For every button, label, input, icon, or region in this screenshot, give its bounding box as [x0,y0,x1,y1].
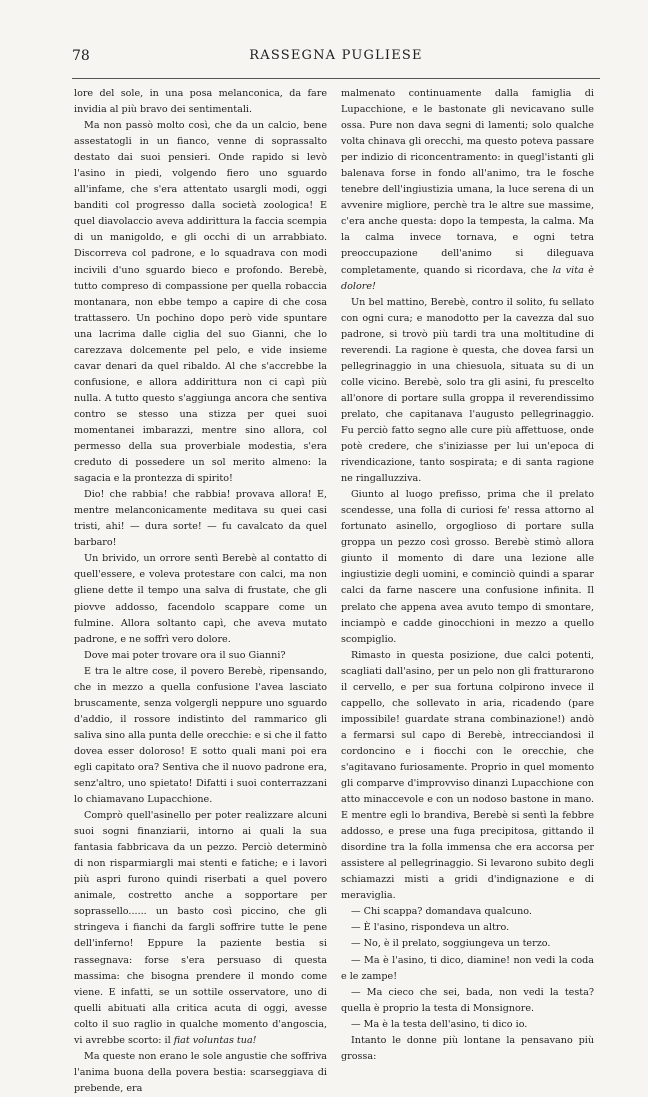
paragraph: Dio! che rabbia! che rabbia! provava allora! E, mentre melanconicamente meditava su quei casi tristi, ahi! — dura sorte! — fu cavalcato da quel barbaro! [74,489,327,549]
paragraph: lore del sole, in una posa melanconica, da fare invidia al più bravo dei sentimentali. [74,88,327,116]
paragraph: Intanto le donne più lontane la pensavano più grossa: [341,1034,594,1062]
page-number: 78 [72,48,90,64]
paragraph: Giunto al luogo prefisso, prima che il prelato scendesse, una folla di curiosi fe' ressa attorno al fortunato asinello, orgoglioso di portare sulla groppa un pezzo così grosso. Berebè stimò allora giunto il momento di dare una lezione alle ingiustizie degli uomini, e cominciò quindi a sparar calci da farne nascere una confusione infinita. Il prelato che appena avea avuto tempo di smontare, inciampò e cadde ginocchioni in mezzo a quello scompiglio. [341,489,594,645]
dialogue-line: — Ma è l'asino, ti dico, diamine! non vedi la coda e le zampe! [341,954,594,982]
paragraph: Un bel mattino, Berebè, contro il solito, fu sellato con ogni cura; e manodotto per la cavezza dal suo padrone, si trovò più tardi tra una moltitudine di reverendi. La ragione è questa, che dovea farsi un pellegrinaggio in una chiesuola, situata su di un colle vicino. Berebè, solo tra gli asini, fu prescelto all'onore di portare sulla groppa il reverendissimo prelato, che capitanava l'augusto pellegrinaggio. Fu perciò fatto segno alle cure più affettuose, onde potè credere, che s'iniziasse per lui un'epoca di rivendicazione, tanto sospirata; e di santa ragione ne ringalluzziva. [341,296,594,485]
italic-phrase: fiat voluntas tua! [173,1034,257,1046]
dialogue-line: — Ma cieco che sei, bada, non vedi la testa? quella è proprio la testa di Monsignore. [341,986,594,1014]
paragraph: Un brivido, un orrore sentì Berebè al contatto di quell'essere, e voleva protestare con calci, ma non gliene dette il tempo una salva di frustate, che gli piovve addosso, facendolo scappare come un fulmine. Allora soltanto capì, che aveva mutato padrone, e ne soffrì vero dolore. [74,553,327,645]
page-header [72,46,600,66]
right-column [341,86,594,1065]
paragraph-text: malmenato continuamente dalla famiglia di Lupacchione, e le bastonate gli nevicavano sulle ossa. Pure non dava segni di lamenti; solo qualche volta chinava gli orecchi, ma questo poteva passare per indizio di riconcentramento: in quegl'istanti gli balenava forse in fondo all'animo, tra le fosche tenebre dell'ingiustizia umana, la luce serena di un avvenire migliore, perchè tra le altre sue massime, c'era anche questa: dopo la tempesta, la calma. Ma la calma invece tornava, e ogni tetra preoccupazione dell'animo si dileguava completamente, quando si ricordava, che [341,88,594,276]
header-rule [72,78,600,79]
paragraph [341,86,594,295]
dialogue-line: — Ma è la testa dell'asino, ti dico io. [351,1018,528,1030]
dialogue-line: — Chi scappa? domandava qualcuno. [351,906,532,918]
left-column [74,86,327,1097]
paragraph [74,808,327,1049]
dialogue-line: — È l'asino, rispondeva un altro. [351,922,510,934]
italic-phrase: la vita è dolore! [341,264,594,292]
paragraph: Rimasto in questa posizione, due calci potenti, scagliati dall'asino, per un pelo non gli fratturarono il cervello, e per sua fortuna colpirono invece il cappello, che sollevato in aria, ricadendo (pare impossibile! guardate strana combinazione!) andò a fermarsi sul capo di Berebè, intrecciandosi il cordoncino e i fiocchi con le orecchie, che s'agitavano furiosamente. Proprio in quel momento gli comparve d'improvviso dinanzi Lupacchione con atto minaccevole e con un nodoso bastone in mano. E mentre egli lo brandiva, Berebè si sentì la febbre addosso, e prese una fuga precipitosa, gittando il disordine tra la folla immensa che era accorsa per assistere al pellegrinaggio. Si levarono subito degli schiamazzi misti a gridi d'indignazione e di meraviglia. [341,649,594,902]
paragraph: E tra le altre cose, il povero Berebè, ripensando, che in mezzo a quella confusione l'avea lasciato bruscamente, senza volgergli neppure uno sguardo d'addio, il rossore indistinto del rammarico gli saliva sino alla punta delle orecchie: e si che il fatto dovea esser doloroso! E sotto quali mani poi era egli capitato ora? Sentiva che il nuovo padrone era, senz'altro, uno spietato! Difatti i suoi conterrazzani lo chiamavano Lupacchione. [74,665,327,806]
paragraph-text: Comprò quell'asinello per poter realizzare alcuni suoi sogni finanziarii, intorno ai quali la sua fantasia fabbricava da un pezzo. Perciò determinò di non risparmiargli mai stenti e fatiche; e i lavori più aspri furono quindi riserbati a quel povero animale, costretto anche a sopportare per soprassello...... un basto così piccino, che gli stringeva i fianchi da fargli soffrire tutte le pene dell'inferno! Eppure la paziente bestia si rassegnava: forse s'era persuaso di questa massima: che bisogna prendere il mondo come viene. E infatti, se un sottile osservatore, uno di quelli abituati alla critica acuta di oggi, avesse colto il suo raglio in qualche momento d'angoscia, vi avrebbe scorto: il [74,810,327,1046]
paragraph: Dove mai poter trovare ora il suo Gianni? [84,649,286,661]
dialogue-line: — No, è il prelato, soggiungeva un terzo. [351,938,551,950]
paragraph: Ma queste non erano le sole angustie che soffriva l'anima buona della povera bestia: scarseggiava di prebende, era [74,1050,327,1094]
paragraph: Ma non passò molto così, che da un calcio, bene assestatogli in un fianco, venne di soprassalto destato dai suoi pensieri. Onde rapido si levò l'asino in piedi, volgendo fiero uno sguardo all'infame, che s'era attentato usargli modi, oggi banditi col progresso dalla società zoologica! E quel diavolaccio aveva addirittura la faccia scempia di un manigoldo, e gli occhi di un arrabbiato. Discorreva col padrone, e lo squadrava con modi incivili d'uno sguardo bieco e profondo. Berebè, tutto compreso di compassione per quella robaccia montanara, non ebbe tempo a capire di che cosa trattassero. Un pochino dopo però vide spuntare una lacrima dalle ciglia del suo Gianni, che lo carezzava dolcemente pel pelo, e vide insieme cavar denari da quel ribaldo. Al che s'accrebbe la confusione, e allora addirittura non ci capì più nulla. A tutto questo s'aggiunga ancora che sentiva contro se stesso una stizza per quei suoi momentanei imbarazzi, mentre sino allora, col permesso della sua proverbiale modestia, s'era creduto di possedere un sol merito almeno: la sagacia e la prontezza di spirito! [74,120,327,485]
running-title: RASSEGNA PUGLIESE [249,48,423,63]
